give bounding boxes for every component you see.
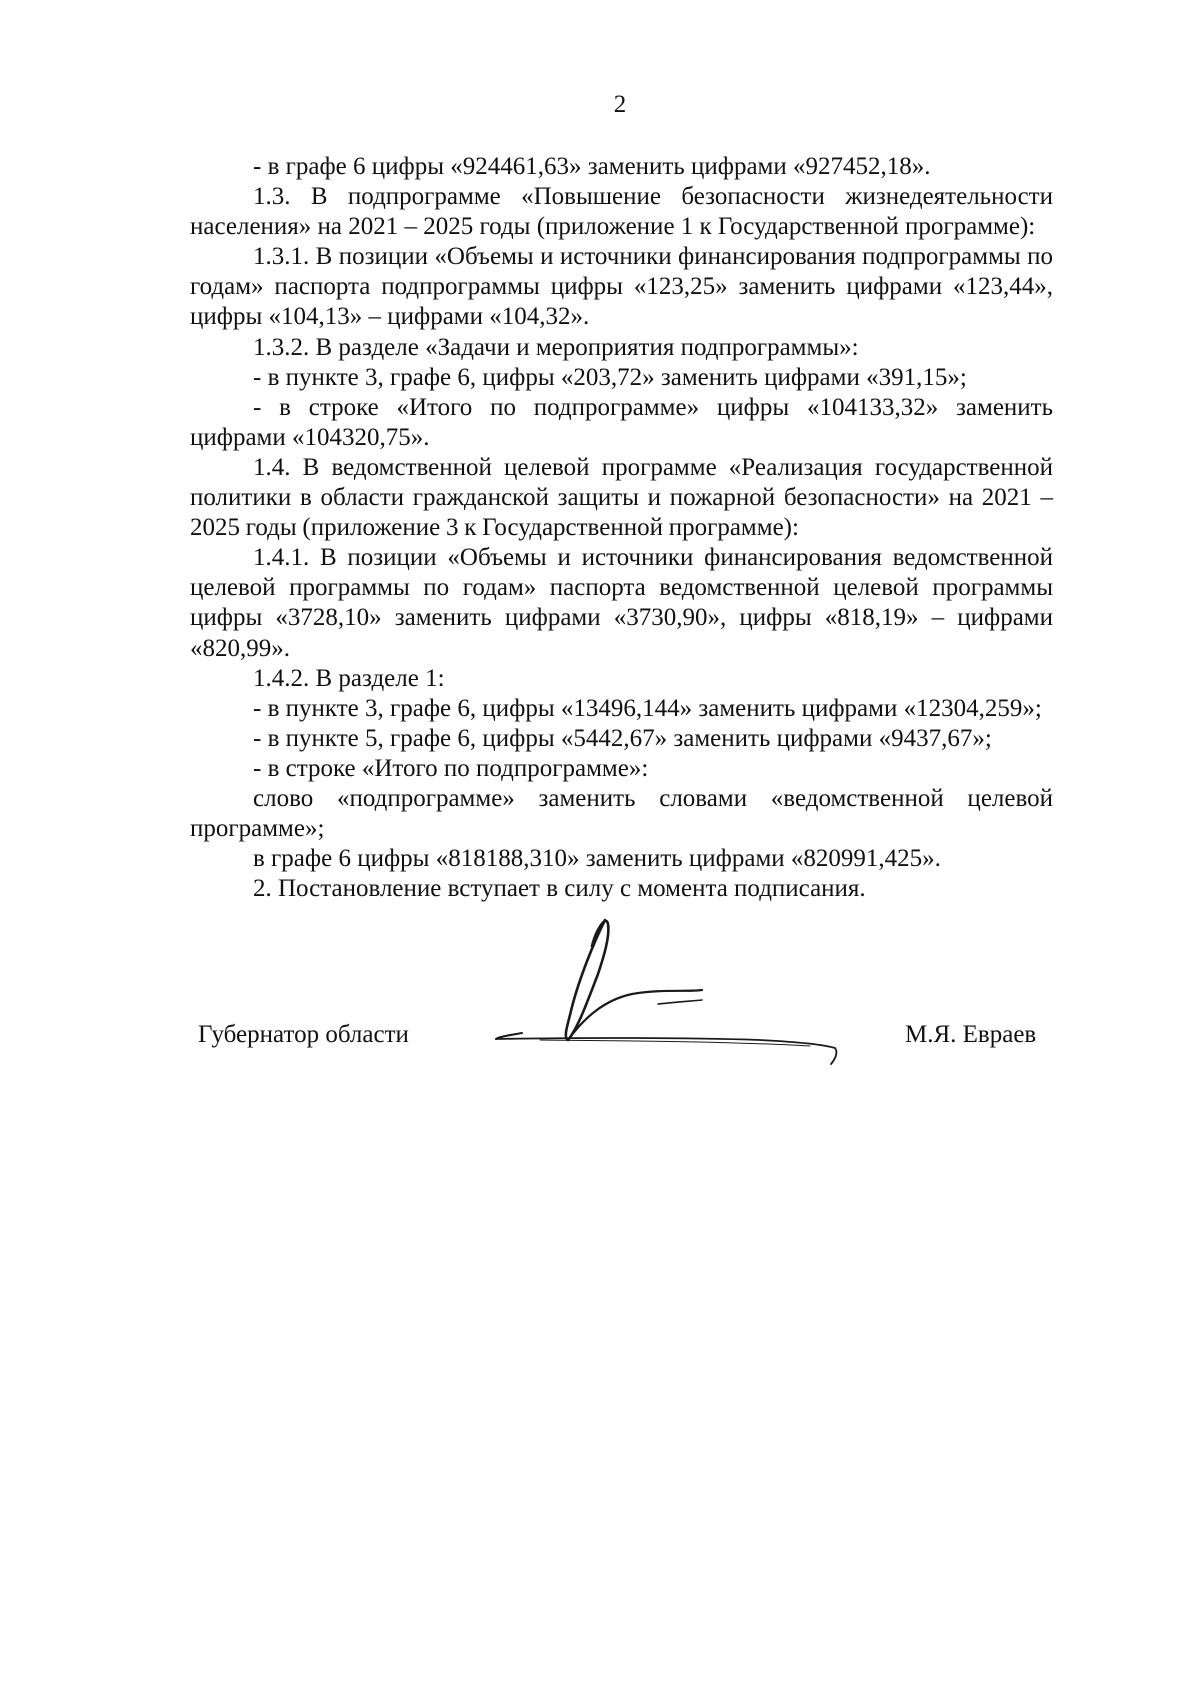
paragraph: - в графе 6 цифры «924461,63» заменить цифрами «927452,18». xyxy=(253,153,931,180)
paragraph: 1.3.1. В позиции «Объемы и источники финансирования подпрограммы по годам» паспорта подпрограммы цифры «123,25» заменить цифрами «123,44», цифры «104,13» – цифрами «104,32». xyxy=(190,243,1053,331)
paragraph: 1.3. В подпрограмме «Повышение безопасности жизнедеятельности населения» на 2021 – 2025 годы (приложение 1 к Государственной программе): xyxy=(190,183,1053,241)
paragraph: 1.3.2. В разделе «Задачи и мероприятия подпрограммы»: xyxy=(253,333,859,361)
paragraph: в графе 6 цифры «818188,310» заменить цифрами «820991,425». xyxy=(253,845,941,873)
page-number: 2 xyxy=(613,91,627,118)
signer-title: Губернатор области xyxy=(198,1021,409,1048)
paragraph: - в пункте 5, графе 6, цифры «5442,67» заменить цифрами «9437,67»; xyxy=(253,724,992,752)
paragraph: - в строке «Итого по подпрограмме»: xyxy=(253,754,649,782)
paragraph: 1.4.2. В разделе 1: xyxy=(253,664,445,692)
paragraph: 1.4.1. В позиции «Объемы и источники финансирования ведомственной целевой программы по годам» паспорта ведомственной целевой программы цифры «3728,10» заменить цифрами «3730,90», цифры «818,19» – цифрами «820,99». xyxy=(190,544,1053,662)
paragraph: 1.4. В ведомственной целевой программе «Реализация государственной политики в области гражданской защиты и пожарной безопасности» на 2021 – 2025 годы (приложение 3 к Государственной программе): xyxy=(190,453,1053,542)
paragraph: - в пункте 3, графе 6, цифры «203,72» заменить цифрами «391,15»; xyxy=(253,363,967,391)
paragraph: 2. Постановление вступает в силу с момента подписания. xyxy=(253,875,866,903)
signer-name: М.Я. Евраев xyxy=(905,1021,1037,1048)
paragraph: - в строке «Итого по подпрограмме» цифры «104133,32» заменить цифрами «104320,75». xyxy=(190,393,1053,451)
paragraph: слово «подпрограмме» заменить словами «ведомственной целевой программе»; xyxy=(190,784,1053,843)
signature-block xyxy=(0,1020,1120,1060)
paragraph: - в пункте 3, графе 6, цифры «13496,144» заменить цифрами «12304,259»; xyxy=(253,694,1042,722)
document-body xyxy=(190,152,1053,904)
